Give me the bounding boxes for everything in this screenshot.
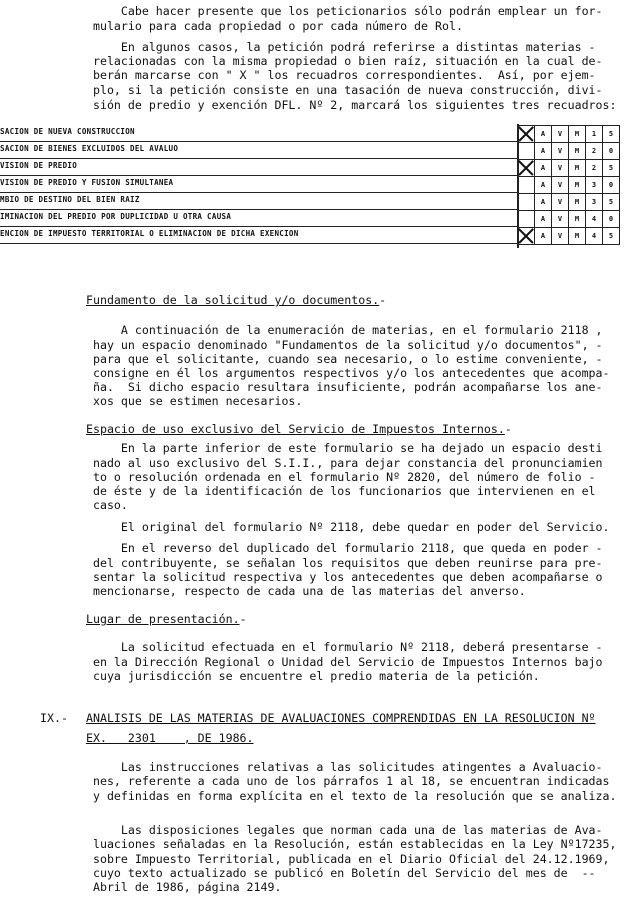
table-row (0, 125, 630, 142)
text-line: de éste y de la identificación de los funcionarios que intervienen en el (86, 484, 596, 498)
text-line: Abril de 1986, página 2149. (86, 880, 282, 894)
text-line: La solicitud efectuada en el formulario Nº 2118, deberá presentarse - (86, 640, 603, 654)
code-cell: M (568, 210, 586, 228)
text-line: berán marcarse con " X " los recuadros correspondientes. Así, por ejem- (86, 68, 596, 82)
text-line: cuyo texto actualizado se publicó en Boletín del Servicio del mes de -- (86, 866, 596, 880)
text-line: nes, referente a cada uno de los párrafos 1 al 18, se encuentran indicadas (86, 774, 610, 788)
mark-checkbox[interactable] (517, 176, 535, 194)
table-row (0, 176, 630, 193)
mark-checkbox[interactable] (517, 193, 535, 211)
heading-dash: - (504, 422, 512, 436)
table-row (0, 227, 630, 244)
section-heading (86, 422, 512, 437)
code-cell: M (568, 193, 586, 211)
text-line: consigne en él los argumentos respectivos y/o los antecedentes que acompa- (86, 366, 610, 380)
section-number: IX.- (40, 711, 68, 725)
text-line: En el reverso del duplicado del formulario 2118, que queda en poder - (86, 541, 603, 555)
code-cell: 2 (585, 142, 603, 160)
code-cell: A (534, 210, 552, 228)
code-cell: M (568, 227, 586, 245)
heading-dash: - (239, 612, 247, 626)
text-line: xos que se estimen necesarios. (86, 394, 303, 408)
heading-text: Espacio de uso exclusivo del Servicio de Impuestos Internos. (86, 422, 505, 436)
text-line: ña. Si dicho espacio resultara insuficiente, podrán acompañarse los ane- (86, 380, 603, 394)
code-cell: 3 (585, 193, 603, 211)
code-cell: M (568, 125, 586, 143)
section-heading-line2: EX. 2301 , DE 1986. (86, 731, 254, 745)
code-cell: A (534, 142, 552, 160)
text-line: A continuación de la enumeración de materias, en el formulario 2118 , (86, 323, 603, 337)
table-row (0, 159, 630, 176)
code-cell: M (568, 142, 586, 160)
text-line: El original del formulario Nº 2118, debe quedar en poder del Servicio. (86, 520, 610, 534)
text-line: mulario para cada propiedad o por cada número de Rol. (86, 19, 463, 33)
heading-text: Lugar de presentación. (86, 612, 240, 626)
code-cell: 5 (602, 125, 620, 143)
code-cell: 0 (602, 210, 620, 228)
text-line: plo, si la petición consiste en una tasación de nueva construcción, divi- (86, 83, 603, 97)
code-cell: A (534, 193, 552, 211)
row-label: ENCION DE IMPUESTO TERRITORIAL O ELIMINACION DE DICHA EXENCION (0, 229, 299, 238)
row-label: VISION DE PREDIO (0, 161, 78, 170)
mark-checkbox[interactable] (517, 125, 535, 143)
code-cell: V (551, 227, 569, 245)
code-cell: 0 (602, 142, 620, 160)
heading-text: Fundamento de la solicitud y/o documentos. (86, 293, 380, 307)
section-heading (86, 293, 386, 308)
code-cell: 1 (585, 125, 603, 143)
row-label: MBIO DE DESTINO DEL BIEN RAIZ (0, 195, 140, 204)
text-line: Las instrucciones relativas a las solicitudes atingentes a Avaluacio- (86, 760, 603, 774)
row-label: IMINACION DEL PREDIO POR DUPLICIDAD U OTRA CAUSA (0, 212, 232, 221)
code-cell: V (551, 142, 569, 160)
code-cell: 5 (602, 159, 620, 177)
text-line: to o resolución ordenada en el formulario Nº 2820, del número de folio - (86, 470, 596, 484)
code-cell: V (551, 125, 569, 143)
text-line: Las disposiciones legales que norman cada una de las materias de Ava- (86, 823, 603, 837)
text-line: En la parte inferior de este formulario se ha dejado un espacio desti (86, 441, 603, 455)
text-line: para que el solicitante, cuando sea necesario, o lo estime conveniente, - (86, 352, 603, 366)
code-cell: A (534, 125, 552, 143)
code-cell: A (534, 159, 552, 177)
row-label: SACION DE NUEVA CONSTRUCCION (0, 127, 135, 136)
text-line: en la Dirección Regional o Unidad del Servicio de Impuestos Internos bajo (86, 655, 603, 669)
text-line: En algunos casos, la petición podrá referirse a distintas materias - (86, 40, 596, 54)
table-row (0, 142, 630, 159)
text-line: caso. (86, 498, 128, 512)
table-row (0, 193, 630, 210)
code-cell: M (568, 159, 586, 177)
code-cell: 2 (585, 159, 603, 177)
text-line: sentar la solicitud respectiva y los antecedentes que deben acompañarse o (86, 570, 603, 584)
code-cell: V (551, 159, 569, 177)
code-cell: 5 (602, 227, 620, 245)
text-line: hay un espacio denominado "Fundamentos de la solicitud y/o documentos", - (86, 338, 603, 352)
code-cell: V (551, 176, 569, 194)
code-cell: A (534, 176, 552, 194)
mark-checkbox[interactable] (517, 159, 535, 177)
code-cell: 3 (585, 176, 603, 194)
mark-checkbox[interactable] (517, 142, 535, 160)
text-line: mencionarse, respecto de cada una de las materias del anverso. (86, 584, 526, 598)
text-line: cuya jurisdicción se encuentre el predio materia de la petición. (86, 669, 540, 683)
code-cell: 0 (602, 176, 620, 194)
code-cell: V (551, 193, 569, 211)
table-row (0, 210, 630, 227)
section-heading: ANALISIS DE LAS MATERIAS DE AVALUACIONES COMPRENDIDAS EN LA RESOLUCION Nº (86, 711, 596, 725)
mark-checkbox[interactable] (517, 227, 535, 245)
text-line: nado al uso exclusivo del S.I.I., para dejar constancia del pronunciamien (86, 456, 603, 470)
mark-checkbox[interactable] (517, 210, 535, 228)
text-line: relacionadas con la misma propiedad o bien raíz, situación en la cual de- (86, 54, 603, 68)
text-line: del contribuyente, se señalan los requisitos que deben reunirse para pre- (86, 556, 603, 570)
text-line: sobre Impuesto Territorial, publicada en el Diario Oficial del 24.12.1969, (86, 852, 610, 866)
code-cell: 5 (602, 193, 620, 211)
code-cell: 4 (585, 210, 603, 228)
text-line: sión de predio y exención DFL. Nº 2, marcará los siguientes tres recuadros: (86, 98, 617, 112)
heading-dash: - (379, 293, 387, 307)
text-line: luaciones señaladas en la Resolución, están establecidas en la Ley Nº17235, (86, 837, 617, 851)
code-cell: M (568, 176, 586, 194)
text-line: Cabe hacer presente que los peticionarios sólo podrán emplear un for- (86, 4, 603, 18)
row-label: SACION DE BIENES EXCLUIDOS DEL AVALUO (0, 144, 179, 153)
text-line: y definidas en forma explícita en el texto de la resolución que se analiza. (86, 789, 617, 803)
code-cell: V (551, 210, 569, 228)
section-heading (86, 612, 247, 627)
code-cell: 4 (585, 227, 603, 245)
leader-line (0, 243, 518, 244)
code-cell: A (534, 227, 552, 245)
row-label: VISION DE PREDIO Y FUSION SIMULTANEA (0, 178, 174, 187)
